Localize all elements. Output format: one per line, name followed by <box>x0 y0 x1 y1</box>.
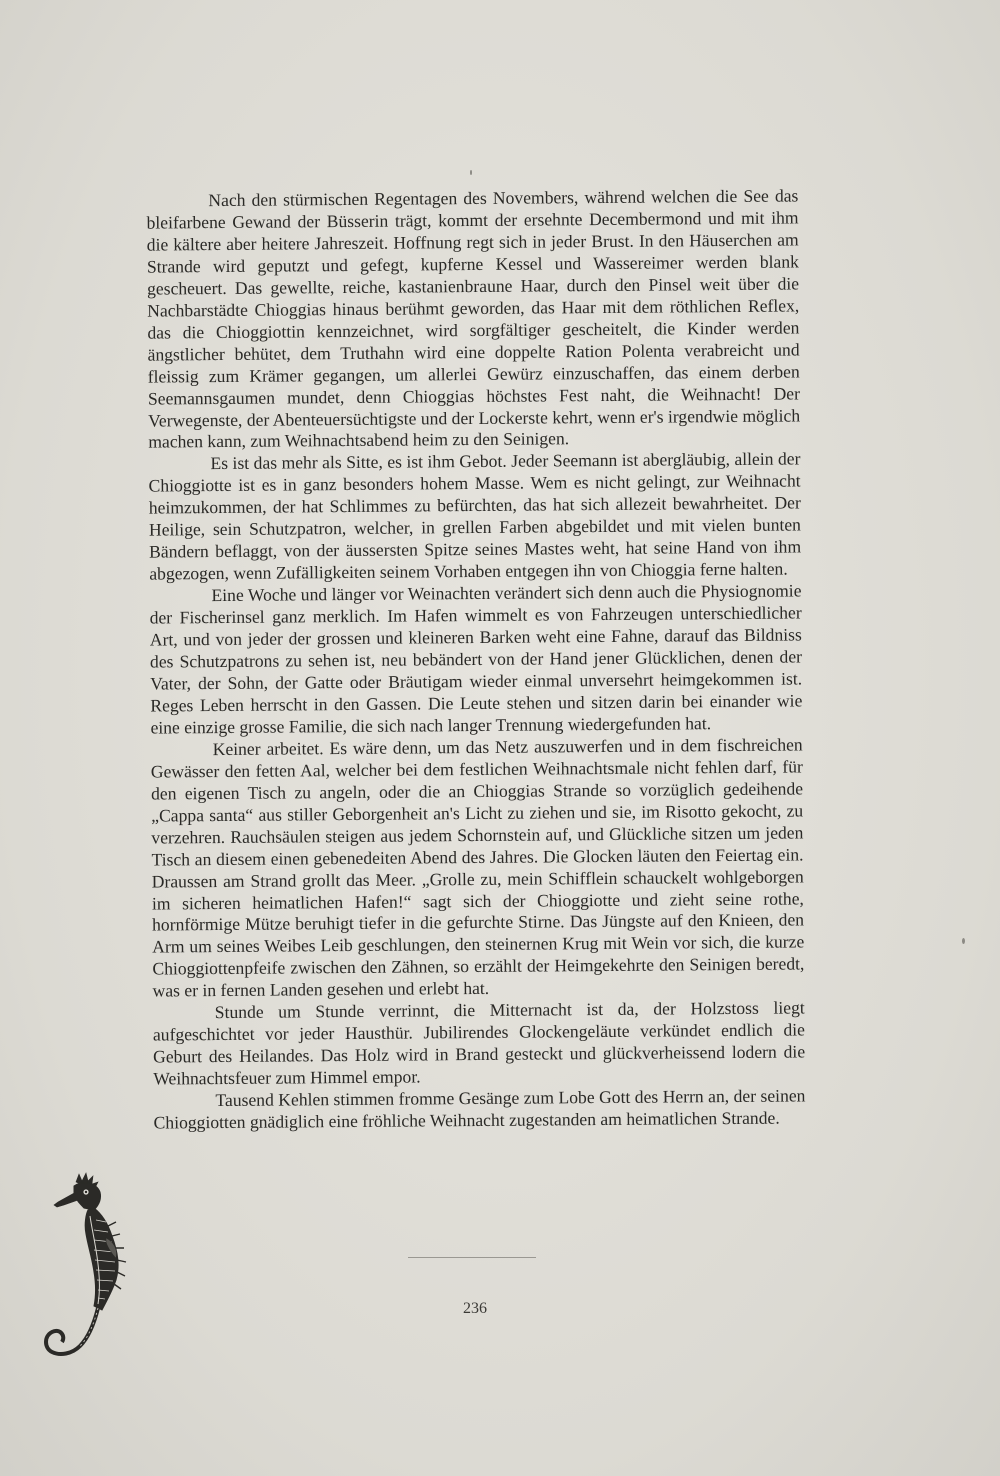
paragraph-4: Keiner arbeitet. Es wäre denn, um das Netz auszuwerfen und in dem fischreichen Gewässer den fetten Aal, welcher bei dem festlichen Weihnachtsmale nicht fehlen darf, für den eigenen Tisch zu angeln, oder die an Chioggias Strande so vorzüglich gedeihende „Cappa santa“ aus stiller Geborgenheit an's Licht zu ziehen und sie, im Risotto gekocht, zu verzehren. Rauchsäulen steigen aus jedem Schornstein auf, und Glückliche sitzen um jeden Tisch an diesem einen gebenedeiten Abend des Jahres. Die Glocken läuten den Feiertag ein. Draussen am Strand grollt das Meer. „Grolle zu, mein Schifflein schauckelt wohlgeborgen im sicheren heimatlichen Hafen!“ sagt sich der Chioggiotte und zieht seine rothe, hornförmige Mütze beruhigt tiefer in die gefurchte Stirne. Das Jüngste auf den Knieen, den Arm um seines Weibes Leib geschlungen, den steinernen Krug mit Wein vor sich, die kurze Chioggiottenpfeife zwischen den Zähnen, so erzählt der Heimgekehrte den Seinigen beredt, was er in fernen Landen gesehen und erlebt hat. <box>150 734 805 1001</box>
paragraph-2: Es ist das mehr als Sitte, es ist ihm Gebot. Jeder Seemann ist abergläubig, allein der Chioggiotte ist es in ganz besonders hohem Masse. Wem es nicht gelingt, zur Weihnacht heimzukommen, der hat Schlimmes zu befürchten, das hat sich allezeit bewahrheitet. Der Heilige, sein Schutzpatron, welcher, in grellen Farben abgebildet und mit vielen bunten Bändern beflaggt, von der äussersten Spitze seines Mastes weht, hat seine Hand von ihm abgezogen, wenn Zufälligkeiten seinem Vorhaben entgegen ihn von Chioggia ferne halten. <box>148 448 802 584</box>
end-rule <box>408 1257 536 1258</box>
seahorse-icon <box>36 1168 136 1368</box>
article-text <box>146 185 805 1134</box>
paragraph-3: Eine Woche und länger vor Weinachten verändert sich denn auch die Physiognomie der Fischerinsel ganz merklich. Im Hafen wimmelt es von Fahrzeugen unterschiedlicher Art, und von jeder der grossen und kleineren Barken weht eine Fahne, darauf das Bildniss des Schutzpatrons zu sehen ist, neu bebändert von der Hand jener Glücklichen, denen der Vater, der Sohn, der Gatte oder Bräutigam wieder einmal unversehrt heimgekommen ist. Reges Leben herrscht in den Gassen. Die Leute stehen und sitzen darin bei einander wie eine einzige grosse Familie, die sich nach langer Trennung wiedergefunden hat. <box>149 580 803 738</box>
paragraph-1: Nach den stürmischen Regentagen des Novembers, während welchen die See das bleifarbene Gewand der Büsserin trägt, kommt der ersehnte Decembermond und mit ihm die kältere aber heitere Jahreszeit. Hoffnung regt sich in jeder Brust. In den Häuserchen am Strande wird geputzt und gefegt, kupferne Kessel und Wassereimer werden blank gescheuert. Das gewellte, reiche, kastanienbraune Haar, durch den Pinsel weit über die Nachbarstädte Chioggias hinaus berühmt geworden, das Haar mit dem röthlichen Reflex, das die Chioggiottin kennzeichnet, wird sorgfältiger gescheitelt, die Kinder werden ängstlicher behütet, dem Truthahn wird eine doppelte Ration Polenta verabreicht und fleissig zum Krämer gegangen, um allerlei Gewürz einzuschaffen, das einem derben Seemannsgaumen mundet, denn Chioggias höchstes Fest naht, die Weihnacht! Der Verwegenste, der Abenteuersüchtigste und der Lockerste kehrt, wenn er's irgendwie möglich machen kann, zum Weihnachtsabend heim zu den Seinigen. <box>146 185 801 453</box>
paper-speck <box>470 170 472 175</box>
paper-speck <box>962 938 965 944</box>
page-number: 236 <box>463 1300 487 1317</box>
paragraph-6: Tausend Kehlen stimmen fromme Gesänge zum Lobe Gott des Herrn an, der seinen Chioggiotten gnädiglich eine fröhliche Weihnacht zugestanden am heimatlichen Strande. <box>153 1085 806 1133</box>
paragraph-5: Stunde um Stunde verrinnt, die Mitternacht ist da, der Holzstoss liegt aufgeschichtet vor jeder Hausthür. Jubilirendes Glockengeläute verkündet endlich die Geburt des Heilandes. Das Holz wird in Brand gesteckt und glückverheissend lodern die Weihnachtsfeuer zum Himmel empor. <box>152 997 806 1089</box>
